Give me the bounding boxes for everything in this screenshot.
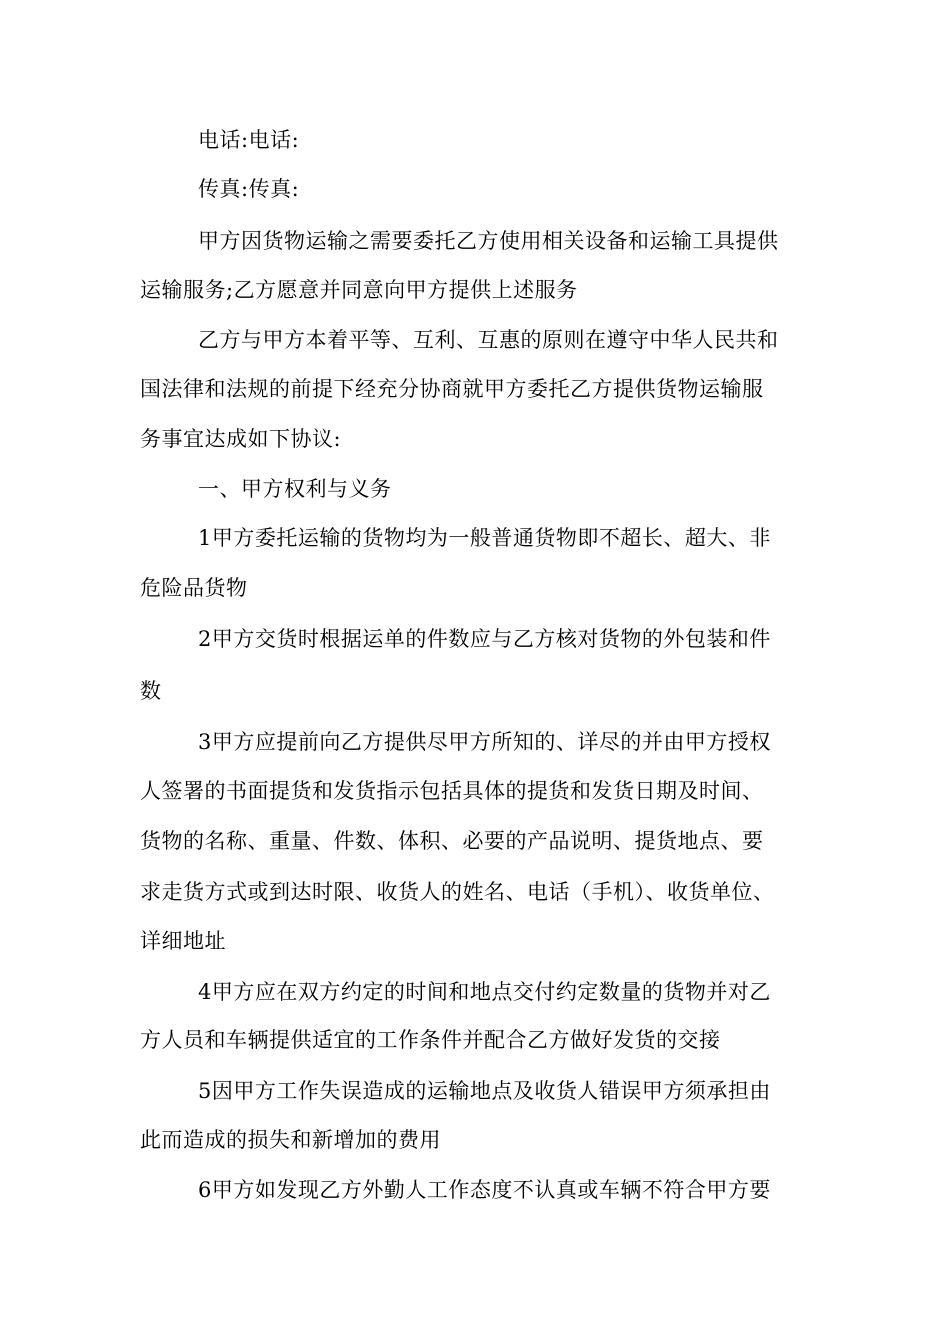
clause-line: 详细地址 [140,929,226,953]
clause-line: 求走货方式或到达时限、收货人的姓名、电话（手机）、收货单位、 [140,880,775,904]
clause-line: 人签署的书面提货和发货指示包括具体的提货和发货日期及时间、 [140,779,764,803]
clause-line: 方人员和车辆提供适宜的工作条件并配合乙方做好发货的交接 [140,1028,721,1052]
paragraph-line: 国法律和法规的前提下经充分协商就甲方委托乙方提供货物运输服 [140,377,764,401]
clause-line: 1甲方委托运输的货物均为一般普通货物即不超长、超大、非 [198,526,771,550]
clause-line: 5因甲方工作失误造成的运输地点及收货人错误甲方须承担由 [198,1079,771,1103]
clause-line: 6甲方如发现乙方外勤人工作态度不认真或车辆不符合甲方要 [198,1178,771,1202]
clause-line: 4甲方应在双方约定的时间和地点交付约定数量的货物并对乙 [198,980,771,1004]
clause-line: 数 [140,679,162,703]
clause-line: 此而造成的损失和新增加的费用 [140,1128,441,1152]
contact-phone-line: 电话:电话: [198,128,300,152]
section-heading: 一、甲方权利与义务 [198,477,392,501]
paragraph-line: 务事宜达成如下协议: [140,427,342,451]
clause-line: 2甲方交货时根据运单的件数应与乙方核对货物的外包装和件 [198,627,771,651]
contact-fax-line: 传真:传真: [198,177,300,201]
clause-line: 危险品货物 [140,576,248,600]
paragraph-line: 甲方因货物运输之需要委托乙方使用相关设备和运输工具提供 [198,229,779,253]
paragraph-line: 运输服务;乙方愿意并同意向甲方提供上述服务 [140,278,578,302]
clause-line: 3甲方应提前向乙方提供尽甲方所知的、详尽的并由甲方授权 [198,730,771,754]
paragraph-line: 乙方与甲方本着平等、互利、互惠的原则在遵守中华人民共和 [198,328,779,352]
clause-line: 货物的名称、重量、件数、体积、必要的产品说明、提货地点、要 [140,829,764,853]
